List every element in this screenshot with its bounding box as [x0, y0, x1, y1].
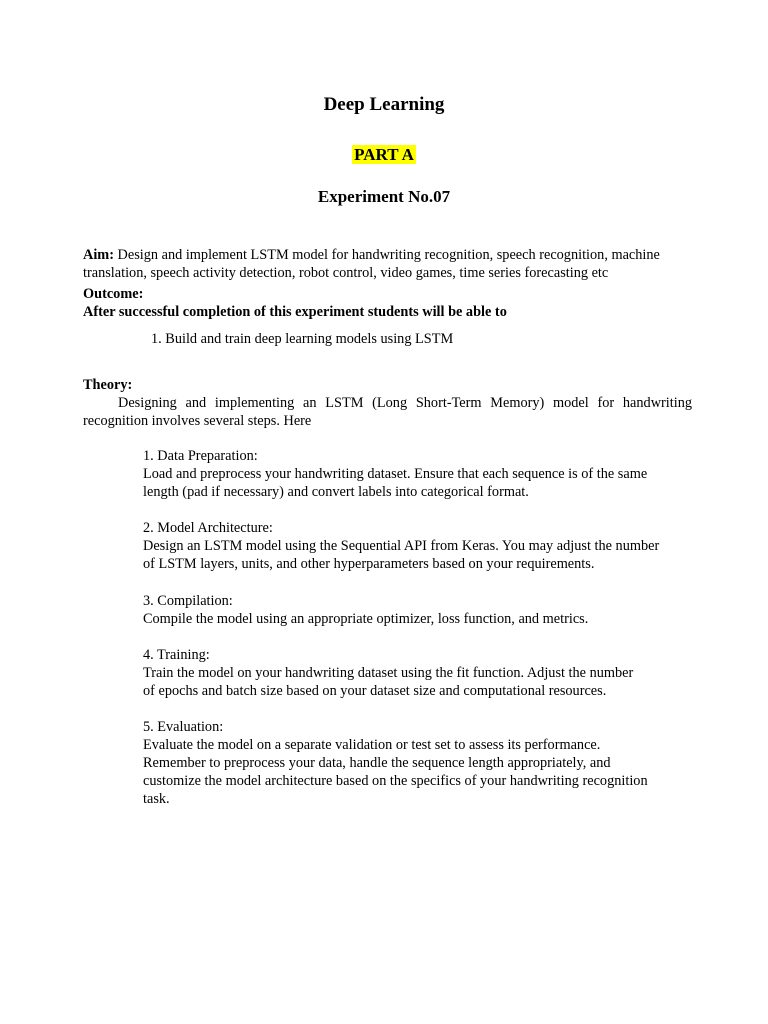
- outcome-subheading: After successful completion of this experiment students will be able to: [83, 304, 507, 320]
- step-line: Compile the model using an appropriate optimizer, loss function, and metrics.: [143, 611, 589, 627]
- step-line: Train the model on your handwriting dataset using the fit function. Adjust the number: [143, 665, 634, 681]
- part-heading: [0, 145, 768, 165]
- outcome-list-item: 1. Build and train deep learning models using LSTM: [151, 331, 454, 347]
- step-line: Evaluate the model on a separate validation or test set to assess its performance.: [143, 737, 601, 753]
- part-label-highlighted: PART A: [354, 145, 414, 164]
- theory-heading: Theory:: [83, 377, 133, 393]
- document-title: Deep Learning: [323, 94, 445, 115]
- step-compilation: [143, 592, 703, 628]
- outcome-heading: Outcome:: [83, 286, 144, 302]
- step-title: 4. Training:: [143, 647, 210, 663]
- step-line: customize the model architecture based on the specifics of your handwriting recognition: [143, 773, 648, 789]
- aim-label: Aim:: [83, 247, 114, 263]
- theory-intro: Designing and implementing an LSTM (Long Short-Term Memory) model for handwriting recognition involves several steps. Here: [83, 395, 692, 429]
- step-line: length (pad if necessary) and convert labels into categorical format.: [143, 484, 529, 500]
- aim-text: Design and implement LSTM model for handwriting recognition, speech recognition, machine translation, speech activity detection, robot control, video games, time series forecasting etc: [83, 247, 660, 281]
- step-line: Remember to preprocess your data, handle the sequence length appropriately, and: [143, 755, 611, 771]
- step-title: 1. Data Preparation:: [143, 448, 258, 464]
- step-line: Load and preprocess your handwriting dataset. Ensure that each sequence is of the same: [143, 466, 648, 482]
- step-line: of LSTM layers, units, and other hyperparameters based on your requirements.: [143, 556, 595, 572]
- step-line: of epochs and batch size based on your dataset size and computational resources.: [143, 683, 607, 699]
- step-model-architecture: [143, 519, 703, 573]
- experiment-number: Experiment No.07: [317, 187, 451, 206]
- step-data-preparation: [143, 447, 703, 501]
- step-line: Design an LSTM model using the Sequential API from Keras. You may adjust the number: [143, 538, 660, 554]
- step-evaluation: [143, 718, 703, 808]
- step-title: 5. Evaluation:: [143, 719, 224, 735]
- step-title: 3. Compilation:: [143, 593, 233, 609]
- step-training: [143, 646, 703, 700]
- aim-paragraph: [83, 246, 692, 282]
- step-title: 2. Model Architecture:: [143, 520, 273, 536]
- step-line: task.: [143, 791, 170, 807]
